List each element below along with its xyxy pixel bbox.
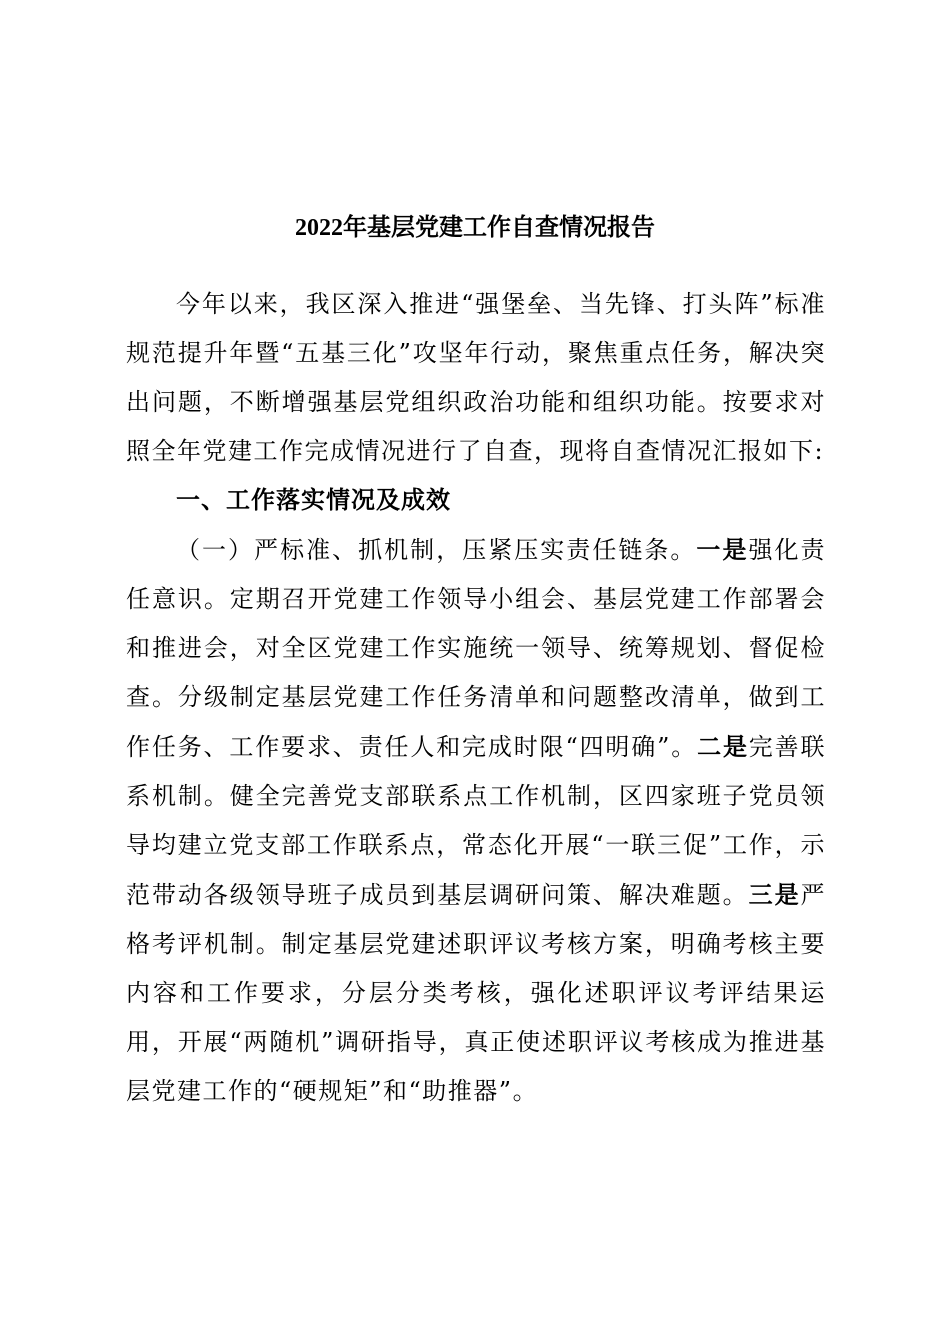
item3-label: 三是 — [748, 880, 801, 909]
document-body — [126, 280, 826, 1116]
item2-label: 二是 — [697, 732, 749, 761]
item1-label: 一是 — [696, 535, 749, 564]
document-title: 2022年基层党建工作自查情况报告 — [295, 215, 655, 241]
item2-text: 完善联系机制。健全完善党支部联系点工作机制，区四家班子党员领导均建立党支部工作联系点，常态化开展“一联三促”工作，示范带动各级领导班子成员到基层调研问策、解决难题。 — [126, 733, 826, 909]
section1-paragraph-1 — [126, 525, 826, 1116]
intro-paragraph: 今年以来，我区深入推进“强堡垒、当先锋、打头阵”标准规范提升年暨“五基三化”攻坚年行动，聚焦重点任务，解决突出问题，不断增强基层党组织政治功能和组织功能。按要求对照全年党建工作完成情况进行了自查，现将自查情况汇报如下: — [126, 290, 826, 465]
section1-heading: 一、工作落实情况及成效 — [176, 486, 451, 514]
item1-text: 强化责任意识。定期召开党建工作领导小组会、基层党建工作部署会和推进会，对全区党建工作实施统一领导、统筹规划、督促检查。分级制定基层党建工作任务清单和问题整改清单，做到工作任务、工作要求、责任人和完成时限“四明确”。 — [126, 536, 827, 761]
item3-text: 严格考评机制。制定基层党建述职评议考核方案，明确考核主要内容和工作要求，分层分类考核，强化述职评议考评结果运用，开展“两随机”调研指导，真正使述职评议考核成为推进基层党建工作的“硬规矩”和“助推器”。 — [126, 881, 827, 1105]
section1-p1-lead: （一）严标准、抓机制，压紧压实责任链条。 — [176, 536, 697, 564]
